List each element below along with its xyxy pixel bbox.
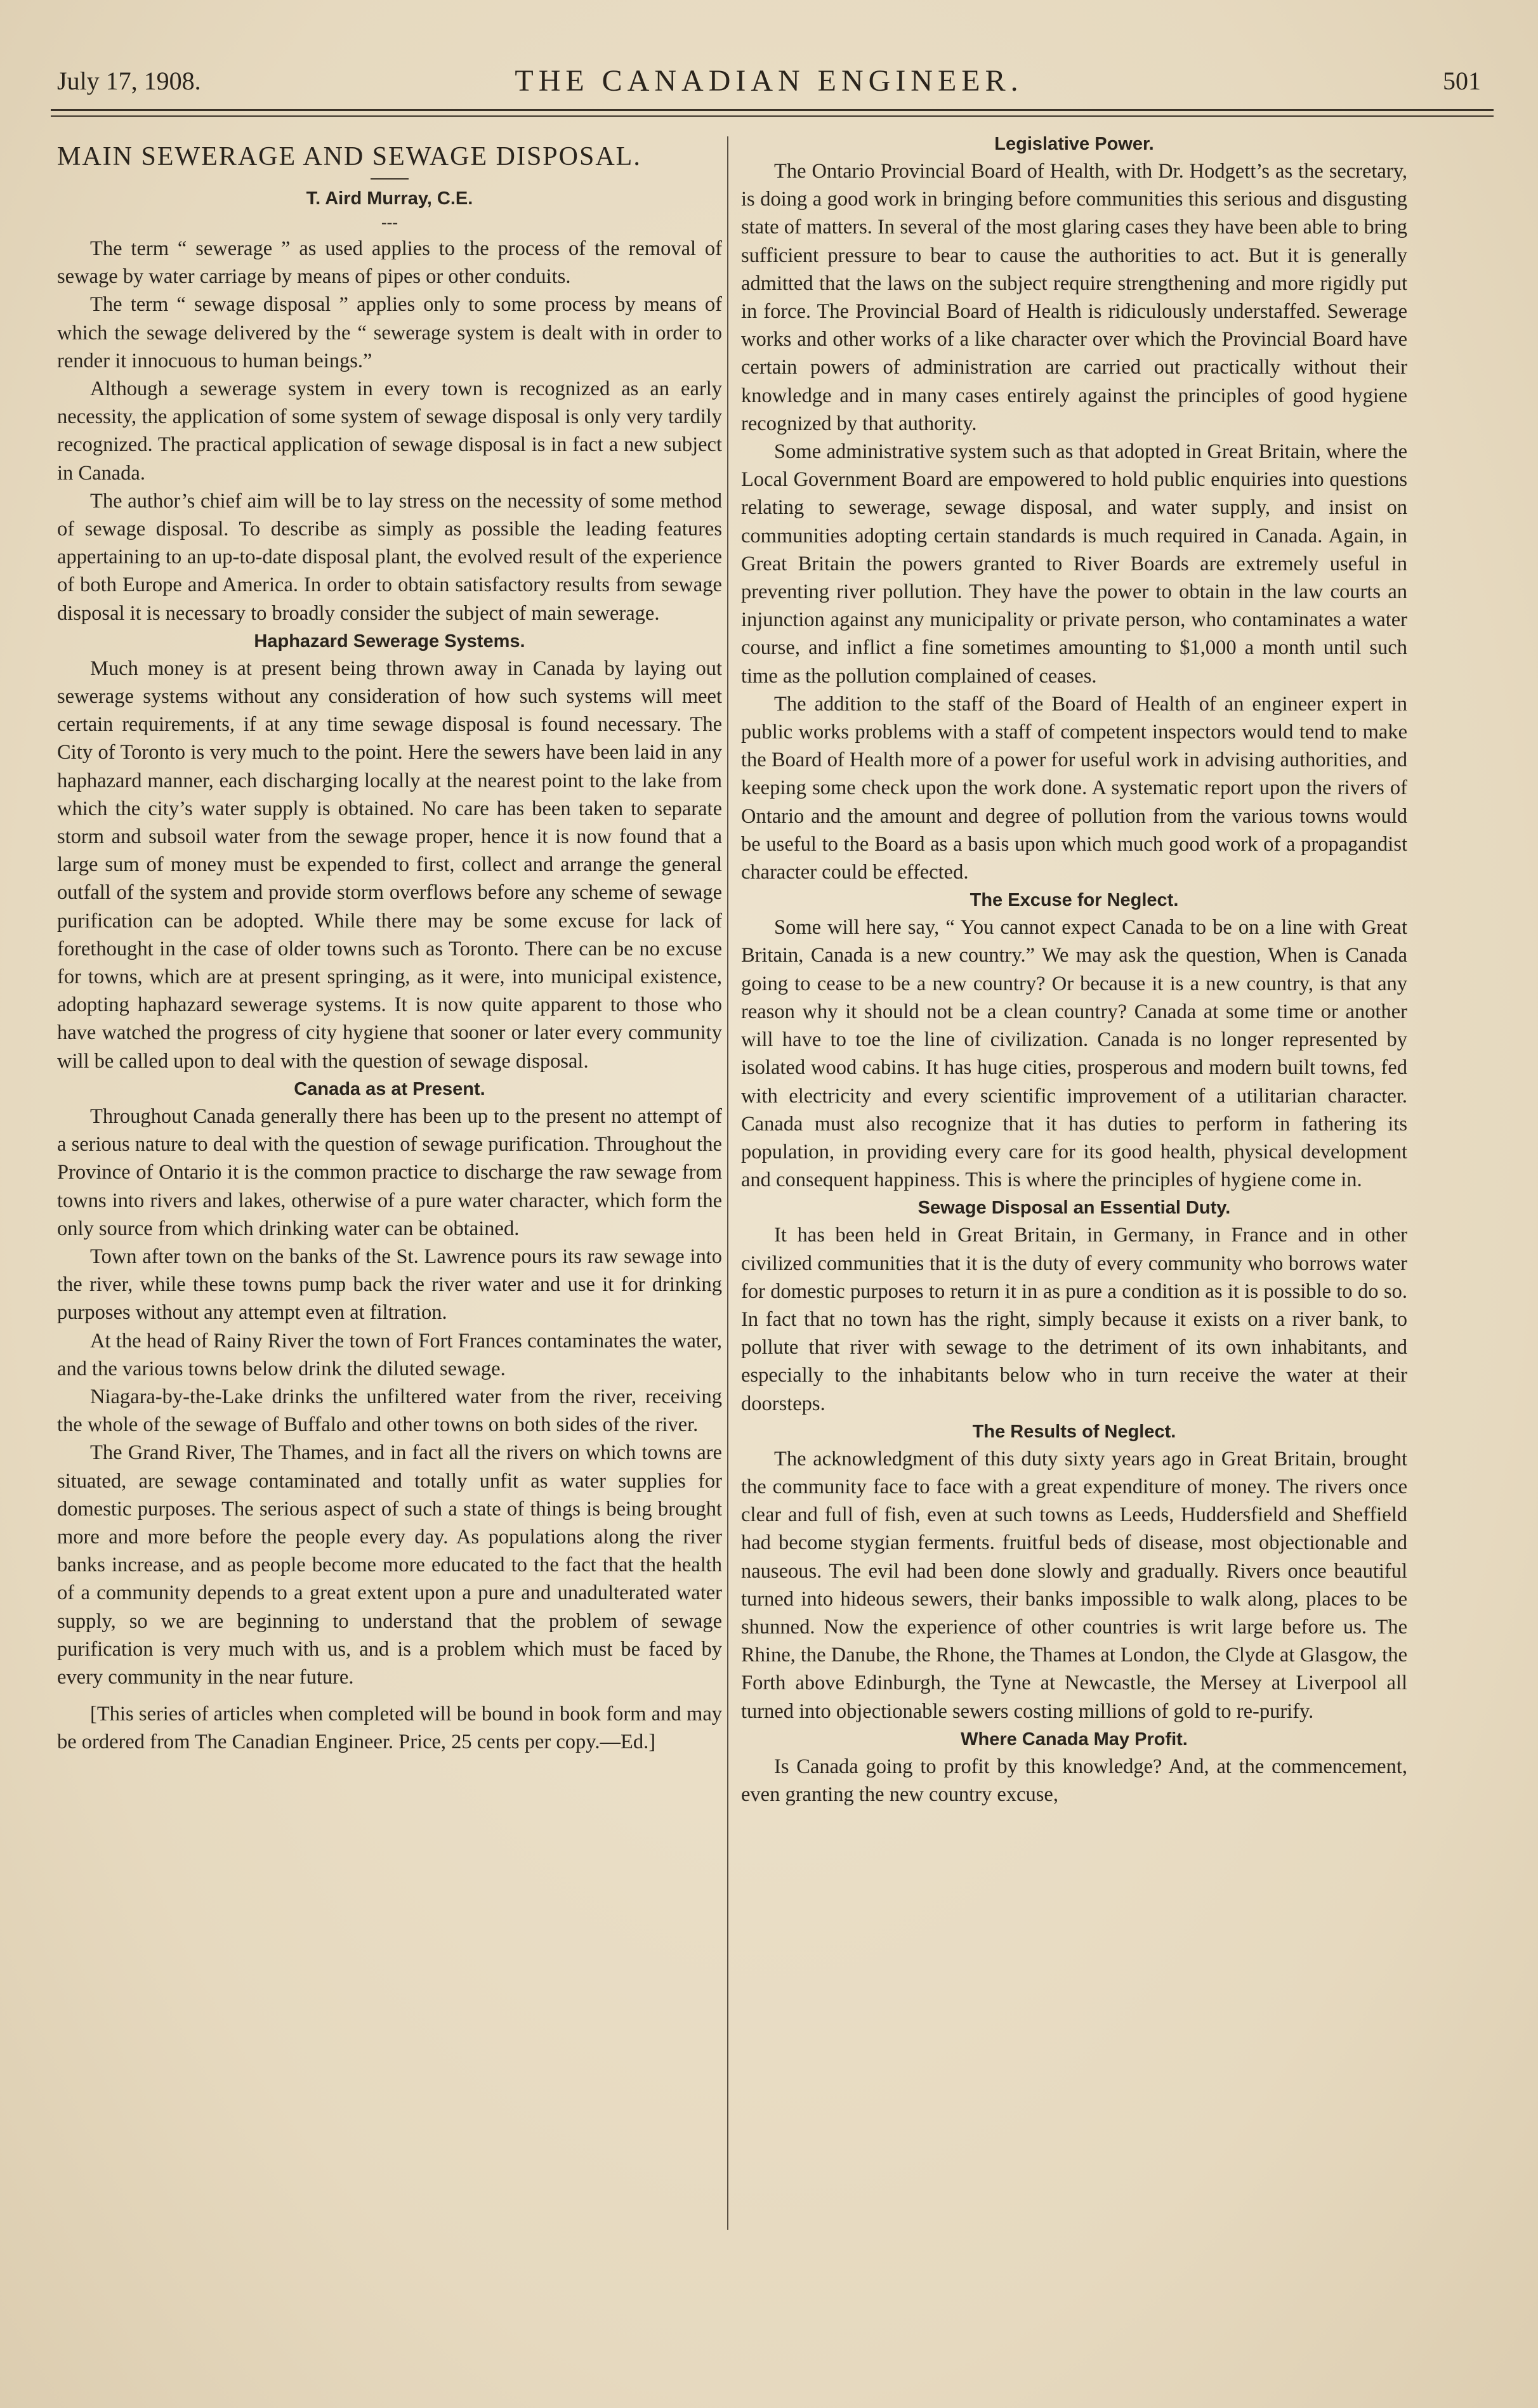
separator: --- xyxy=(381,213,398,232)
paragraph: Niagara-by-the-Lake drinks the unfiltered water from the river, receiving the whole of the sewage of Buffalo and other towns on both sides of the river. xyxy=(57,1385,722,1437)
journal-title: THE CANADIAN ENGINEER. xyxy=(515,64,1023,98)
section-heading: Canada as at Present. xyxy=(294,1078,485,1099)
page-number: 501 xyxy=(1443,67,1481,95)
paragraph: Town after town on the banks of the St. Lawrence pours its raw sewage into the river, while these towns pump back the river water and use it for drinking purposes without any attempt even at filtration. xyxy=(57,1245,722,1325)
paragraph: The acknowledgment of this duty sixty years ago in Great Britain, brought the community face to face with a great expenditure of money. The rivers once clear and full of fish, even at such towns as Leeds, Huddersfield and Sheffield had become stygian ferments. fruitful beds of disease, most objectionable and nauseous. The evil had been done slowly and gradually. Rivers once beautiful turned into hideous sewers, their banks impossible to walk along, places to be shunned. Now the experience of other countries is writ large before us. The Rhine, the Danube, the Rhone, the Thames at London, the Clyde at Glasgow, the Forth above Edinburgh, the Tyne at Newcastle, the Mersey at Liverpool all turned into objectionable sewers costing millions of gold to re-purify. xyxy=(741,1447,1407,1723)
paragraph: Some will here say, “ You cannot expect Canada to be on a line with Great Britain, Canada is a new country.” We may ask the question, When is Canada going to cease to be a new country? Or because it is a new country, is that any reason why it should not be a clean country? Canada at some time or another will have to toe the line of civilization. Canada is no longer represented by isolated wood cabins. It has huge cities, prosperous and modern built towns, fed with electricity and every scientific improvement of a utilitarian character. Canada must also recognize that it has duties to perform in fathering its population, in providing every care for its good health, physical development and consequent happiness. This is where the principles of hygiene come in. xyxy=(741,916,1407,1192)
editor-note: [This series of articles when completed will be bound in book form and may be ordered from The Canadian Engineer. Price, 25 cents per copy.—Ed.] xyxy=(57,1703,722,1754)
paragraph: It has been held in Great Britain, in Germany, in France and in other civilized communities that it is the duty of every community who borrows water for domestic purposes to return it in as pure a condition as it is possible to do so. In fact that no town has the right, simply because it exists on a river bank, to pollute that river with sewage to the detriment of its own inhabitants, and especially to the inhabitants below who in turn receive the water at their doorsteps. xyxy=(741,1224,1407,1415)
header-rule xyxy=(51,109,1494,111)
section-heading: Haphazard Sewerage Systems. xyxy=(254,631,525,651)
section-heading: Legislative Power. xyxy=(994,134,1154,154)
section-heading: The Results of Neglect. xyxy=(972,1421,1176,1442)
column-divider xyxy=(727,136,728,2230)
paragraph: Throughout Canada generally there has been up to the present no attempt of a serious nature to deal with the question of sewage purification. Throughout the Province of Ontario it is the common practice to discharge the raw sewage from towns into rivers and lakes, otherwise of a pure water character, which form the only source from which drinking water can be obtained. xyxy=(57,1104,722,1240)
left-column xyxy=(57,130,722,2351)
paragraph: The Ontario Provincial Board of Health, with Dr. Hodgett’s as the secretary, is doing a good work in bringing before communities this serious and disgusting state of matters. In several of the most glaring cases they have been able to bring sufficient pressure to bear to cause the authorities to act. But it is generally admitted that the laws on the subject require strengthening and more rigidly put in force. The Provincial Board of Health is ridiculously understaffed. Sewerage works and other works of a like character over which the Provincial Board have certain powers of administration are carried out practically without their knowledge and in many cases entirely against the principles of good hygiene recognized by that authority. xyxy=(741,160,1407,435)
paragraph: The term “ sewage disposal ” applies only to some process by means of which the sewage delivered by the “ sewerage system is dealt with in order to render it innocuous to human beings.” xyxy=(57,293,722,372)
paragraph: Is Canada going to profit by this knowledge? And, at the commencement, even granting the new country excuse, xyxy=(741,1755,1407,1806)
section-heading: The Excuse for Neglect. xyxy=(969,890,1179,911)
right-column xyxy=(741,130,1407,2351)
paragraph: Although a sewerage system in every town is recognized as an early necessity, the application of some system of sewage disposal is only very tardily recognized. The practical application of sewage disposal is in fact a new subject in Canada. xyxy=(57,377,722,485)
paragraph: At the head of Rainy River the town of Fort Frances contaminates the water, and the various towns below drink the diluted sewage. xyxy=(57,1329,722,1380)
section-heading: Sewage Disposal an Essential Duty. xyxy=(917,1198,1231,1219)
title-rule xyxy=(371,178,409,180)
paragraph: The term “ sewerage ” as used applies to the process of the removal of sewage by water carriage by means of pipes or other conduits. xyxy=(57,237,722,289)
paragraph: The Grand River, The Thames, and in fact all the rivers on which towns are situated, are sewage contaminated and totally unfit as water supplies for domestic purposes. The serious aspect of such a state of things is being brought more and more before the people every day. As populations along the river banks increase, and as people become more educated to the fact that the health of a community depends to a great extent upon a pure and unadulterated water supply, so we are beginning to understand that the problem of sewage purification is very much with us, and is a problem which must be faced by every community in the near future. xyxy=(57,1441,722,1689)
section-heading: Where Canada May Profit. xyxy=(961,1729,1188,1750)
author-byline: T. Aird Murray, C.E. xyxy=(306,188,473,209)
page-header xyxy=(57,58,1481,109)
paragraph: The author’s chief aim will be to lay stress on the necessity of some method of sewage disposal. To describe as simply as possible the leading features appertaining to an up-to-date disposal plant, the evolved result of the experience of both Europe and America. In order to obtain satisfactory results from sewage disposal it is necessary to broadly consider the subject of main sewerage. xyxy=(57,489,722,625)
article-title: MAIN SEWERAGE AND SEWAGE DISPOSAL. xyxy=(57,142,641,171)
paragraph: Some administrative system such as that adopted in Great Britain, where the Local Government Board are empowered to hold public enquiries into questions relating to sewerage, sewage disposal, and water supply, and insist on communities adopting certain standards is much required in Canada. Again, in Great Britain the powers granted to River Boards are extremely useful in preventing river pollution. They have the power to obtain in the law courts an injunction against any municipality or private person, who contaminates a water course, and inflict a fine sometimes amounting to $1,000 a month until such time as the pollution complained of ceases. xyxy=(741,440,1407,688)
header-rule-double xyxy=(51,115,1494,117)
paragraph: Much money is at present being thrown away in Canada by laying out sewerage systems without any consideration of how such systems will meet certain requirements, if at any time sewage disposal is found necessary. The City of Toronto is very much to the point. Here the sewers have been laid in any haphazard manner, each discharging locally at the nearest point to the lake from which the city’s water supply is obtained. No care has been taken to separate storm and subsoil water from the sewage proper, hence it is now found that a large sum of money must be expended to first, collect and arrange the general outfall of the system and provide storm overflows before any scheme of sewage purification can be adopted. While there may be some excuse for lack of forethought in the case of older towns such as Toronto. There can be no excuse for towns, which are at present springing, as it were, into municipal existence, adopting haphazard sewerage systems. It is now quite apparent to those who have watched the progress of city hygiene that sooner or later every community will be called upon to deal with the question of sewage disposal. xyxy=(57,657,722,1073)
paragraph: The addition to the staff of the Board of Health of an engineer expert in public works problems with a staff of competent inspectors would tend to make the Board of Health more of a power for useful work in advising authorities, and keeping some check upon the work done. A systematic report upon the rivers of Ontario and the amount and degree of pollution from the various towns would be useful to the Board as a basis upon which much good work of a propagandist character could be effected. xyxy=(741,692,1407,884)
issue-date: July 17, 1908. xyxy=(57,67,201,95)
